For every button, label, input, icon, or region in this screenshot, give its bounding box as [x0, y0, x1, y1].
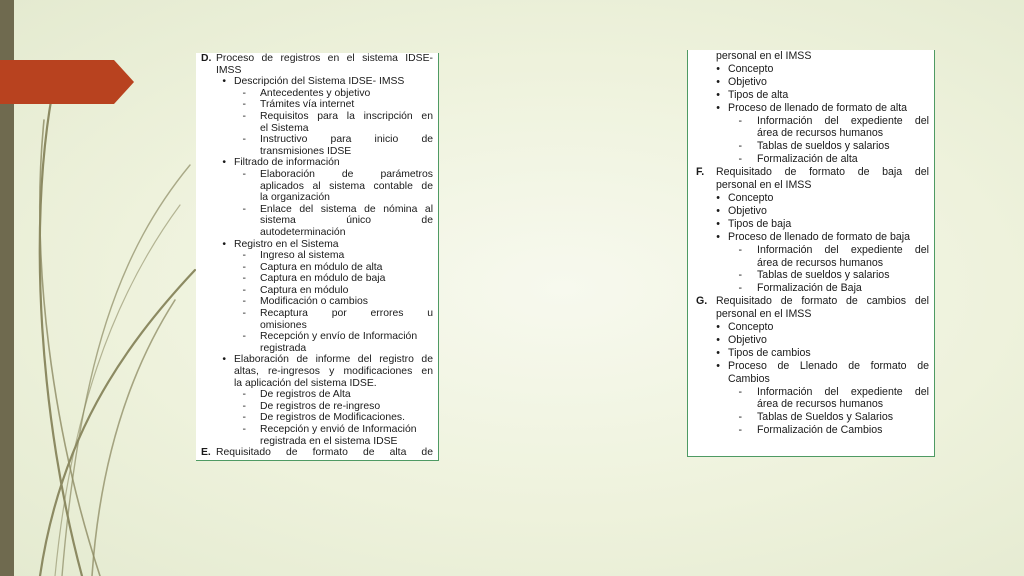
- section-letter: G.: [696, 295, 708, 308]
- line-text: la aplicación del sistema IDSE.: [234, 377, 377, 389]
- document-line: [196, 320, 438, 332]
- indent-spacer: [196, 366, 234, 378]
- indent-spacer: [688, 179, 716, 192]
- dash-marker: -: [738, 114, 742, 127]
- line-text: Información del expediente del: [757, 243, 929, 256]
- document-line: [196, 239, 438, 251]
- line-text: Enlace del sistema de nómina al: [260, 203, 433, 215]
- document-line: [688, 347, 934, 360]
- line-text: el Sistema: [260, 122, 309, 134]
- line-text: Tipos de cambios: [728, 346, 811, 359]
- document-line: [196, 424, 438, 436]
- document-line: [196, 378, 438, 390]
- line-text: Formalización de alta: [757, 153, 858, 166]
- indent-spacer: [688, 127, 757, 140]
- indent-spacer: [196, 343, 260, 355]
- document-line: [196, 296, 438, 308]
- bullet-marker: •: [716, 88, 720, 101]
- document-line: [196, 436, 438, 448]
- document-line: [196, 250, 438, 262]
- line-text: personal en el IMSS: [716, 308, 812, 321]
- dash-marker: -: [242, 250, 246, 262]
- line-text: omisiones: [260, 319, 307, 331]
- document-line: [196, 308, 438, 320]
- document-line: [688, 153, 934, 166]
- line-text: la organización: [260, 192, 330, 204]
- indent-spacer: [196, 227, 260, 239]
- document-line: [196, 354, 438, 366]
- line-text: personal en el IMSS: [716, 179, 812, 192]
- line-text: Filtrado de información: [234, 157, 340, 169]
- document-page-right: [687, 50, 935, 457]
- line-text: Ingreso al sistema: [260, 250, 345, 262]
- dash-marker: -: [242, 168, 246, 180]
- bullet-marker: •: [716, 217, 720, 230]
- dash-marker: -: [738, 424, 742, 437]
- line-text: Requisitado de formato de cambios del: [716, 295, 929, 308]
- bullet-marker: •: [716, 75, 720, 88]
- indent-spacer: [196, 320, 260, 332]
- indent-spacer: [196, 192, 260, 204]
- line-text: área de recursos humanos: [757, 398, 884, 411]
- document-line: [688, 269, 934, 282]
- bullet-marker: •: [716, 333, 720, 346]
- document-line: [196, 181, 438, 193]
- dash-marker: -: [242, 412, 246, 424]
- document-line: [688, 321, 934, 334]
- line-text: Cambios: [728, 372, 770, 385]
- document-line: [688, 308, 934, 321]
- line-text: Elaboración de informe del registro de: [234, 354, 433, 366]
- bullet-marker: •: [222, 238, 226, 250]
- line-text: Información del expediente del: [757, 114, 929, 127]
- document-line: [196, 343, 438, 355]
- line-text: Formalización de Baja: [757, 282, 862, 295]
- line-text: Captura en módulo: [260, 284, 349, 296]
- dash-marker: -: [738, 282, 742, 295]
- document-line: [196, 227, 438, 239]
- dash-marker: -: [738, 269, 742, 282]
- line-text: Tipos de baja: [728, 217, 792, 230]
- bullet-marker: •: [716, 204, 720, 217]
- document-line: [196, 285, 438, 297]
- line-text: Información del expediente del: [757, 385, 929, 398]
- line-text: Recaptura por errores u: [260, 308, 433, 320]
- document-line: [196, 53, 438, 65]
- line-text: Descripción del Sistema IDSE- IMSS: [234, 76, 405, 88]
- line-text: Recepción y envió de Información: [260, 424, 417, 435]
- indent-spacer: [196, 181, 260, 193]
- dash-marker: -: [738, 153, 742, 166]
- dash-marker: -: [242, 284, 246, 296]
- dash-marker: -: [242, 308, 246, 320]
- indent-spacer: [196, 123, 260, 135]
- line-text: Objetivo: [728, 204, 767, 217]
- indent-spacer: [688, 257, 757, 270]
- line-text: transmisiones IDSE: [260, 145, 352, 157]
- indent-spacer: [688, 373, 728, 386]
- document-line: [688, 295, 934, 308]
- line-text: Modificación o cambios: [260, 296, 368, 308]
- line-text: Tablas de Sueldos y Salarios: [757, 411, 894, 424]
- dash-marker: -: [738, 140, 742, 153]
- document-line: [688, 102, 934, 115]
- bullet-marker: •: [222, 354, 226, 366]
- line-text: Recepción y envío de Información: [260, 331, 418, 343]
- dash-marker: -: [242, 203, 246, 215]
- line-text: Proceso de llenado de formato de alta: [728, 101, 908, 114]
- document-line: [688, 257, 934, 270]
- document-line: [688, 360, 934, 373]
- indent-spacer: [196, 146, 260, 158]
- bullet-marker: •: [222, 76, 226, 88]
- document-line: [688, 140, 934, 153]
- line-text: Tablas de sueldos y salarios: [757, 269, 890, 282]
- document-line: [196, 111, 438, 123]
- document-line: [688, 127, 934, 140]
- document-line: [196, 447, 438, 459]
- line-text: registrada en el sistema IDSE: [260, 435, 398, 447]
- line-text: Captura en módulo de alta: [260, 261, 383, 273]
- document-line: [688, 50, 934, 63]
- document-line: [688, 192, 934, 205]
- document-line: [688, 205, 934, 218]
- line-text: Instructivo para inicio de: [260, 134, 433, 146]
- dash-marker: -: [738, 411, 742, 424]
- document-line: [196, 157, 438, 169]
- bullet-marker: •: [222, 157, 226, 169]
- document-line: [196, 134, 438, 146]
- document-line: [688, 166, 934, 179]
- bullet-marker: •: [716, 230, 720, 243]
- dash-marker: -: [242, 273, 246, 285]
- document-line: [688, 334, 934, 347]
- line-text: Proceso de Llenado de formato de: [728, 359, 929, 372]
- indent-spacer: [196, 215, 260, 227]
- indent-spacer: [196, 378, 234, 390]
- indent-spacer: [688, 308, 716, 321]
- dash-marker: -: [242, 261, 246, 273]
- line-text: De registros de re-ingreso: [260, 400, 381, 412]
- indent-spacer: [196, 436, 260, 448]
- document-line: [196, 192, 438, 204]
- document-line: [688, 373, 934, 386]
- line-text: personal en el IMSS: [716, 50, 812, 62]
- line-text: aplicados al sistema contable de: [260, 180, 433, 192]
- line-text: Tipos de alta: [728, 88, 789, 101]
- dash-marker: -: [242, 134, 246, 146]
- line-text: Elaboración de parámetros: [260, 168, 433, 180]
- line-text: De registros de Alta: [260, 389, 351, 401]
- line-text: Concepto: [728, 62, 774, 75]
- document-page-left: [196, 53, 439, 461]
- document-line: [688, 63, 934, 76]
- document-line: [196, 401, 438, 413]
- document-line: [688, 231, 934, 244]
- line-text: Objetivo: [728, 75, 767, 88]
- document-line: [196, 99, 438, 111]
- document-line: [688, 179, 934, 192]
- document-line: [196, 123, 438, 135]
- line-text: Concepto: [728, 321, 774, 334]
- dash-marker: -: [242, 400, 246, 412]
- dash-marker: -: [738, 385, 742, 398]
- line-text: altas, re-ingresos y modificaciones en: [234, 366, 433, 378]
- bullet-marker: •: [716, 359, 720, 372]
- document-line: [196, 273, 438, 285]
- document-line: [196, 412, 438, 424]
- section-letter: E.: [201, 447, 211, 459]
- dash-marker: -: [242, 87, 246, 99]
- line-text: Formalización de Cambios: [757, 424, 883, 437]
- dash-marker: -: [738, 243, 742, 256]
- line-text: Requisitado de formato de baja del: [716, 166, 929, 179]
- line-text: Requisitos para la inscripción en: [260, 110, 433, 122]
- section-letter: F.: [696, 166, 705, 179]
- document-line: [688, 218, 934, 231]
- line-text: sistema único de: [260, 215, 433, 227]
- document-line: [688, 76, 934, 89]
- bullet-marker: •: [716, 101, 720, 114]
- document-line: [688, 386, 934, 399]
- section-letter: D.: [201, 53, 212, 64]
- document-line: [196, 65, 438, 77]
- document-line: [196, 331, 438, 343]
- document-line: [196, 389, 438, 401]
- indent-spacer: [688, 398, 757, 411]
- line-text: Tablas de sueldos y salarios: [757, 140, 890, 153]
- dash-marker: -: [242, 296, 246, 308]
- document-line: [196, 204, 438, 216]
- document-line: [688, 115, 934, 128]
- bullet-marker: •: [716, 191, 720, 204]
- dash-marker: -: [242, 389, 246, 401]
- line-text: Captura en módulo de baja: [260, 273, 386, 285]
- document-line: [196, 262, 438, 274]
- line-text: Proceso de llenado de formato de baja: [728, 230, 910, 243]
- dash-marker: -: [242, 424, 246, 435]
- line-text: Requisitado de formato de alta de: [216, 447, 433, 459]
- document-line: [688, 398, 934, 411]
- document-line: [196, 215, 438, 227]
- line-text: IMSS: [216, 64, 242, 76]
- line-text: Trámites vía internet: [260, 99, 355, 111]
- document-line: [688, 411, 934, 424]
- dash-marker: -: [242, 99, 246, 111]
- accent-arrow-shape: [0, 60, 134, 104]
- document-line: [688, 244, 934, 257]
- indent-spacer: [688, 50, 716, 63]
- document-line: [688, 89, 934, 102]
- document-line: [196, 169, 438, 181]
- line-text: registrada: [260, 342, 307, 354]
- line-text: Antecedentes y objetivo: [260, 87, 371, 99]
- line-text: área de recursos humanos: [757, 256, 884, 269]
- bullet-marker: •: [716, 62, 720, 75]
- line-text: autodeterminación: [260, 226, 346, 238]
- line-text: Concepto: [728, 191, 774, 204]
- document-line: [196, 88, 438, 100]
- document-line: [196, 146, 438, 158]
- dash-marker: -: [242, 110, 246, 122]
- line-text: área de recursos humanos: [757, 127, 884, 140]
- document-line: [688, 424, 934, 437]
- bullet-marker: •: [716, 321, 720, 334]
- document-line: [196, 366, 438, 378]
- dash-marker: -: [242, 331, 246, 343]
- line-text: Objetivo: [728, 333, 767, 346]
- bullet-marker: •: [716, 346, 720, 359]
- line-text: Proceso de registros en el sistema IDSE-: [216, 53, 433, 64]
- line-text: Registro en el Sistema: [234, 238, 339, 250]
- document-line: [688, 282, 934, 295]
- indent-spacer: [196, 65, 216, 77]
- document-line: [196, 76, 438, 88]
- line-text: De registros de Modificaciones.: [260, 412, 405, 424]
